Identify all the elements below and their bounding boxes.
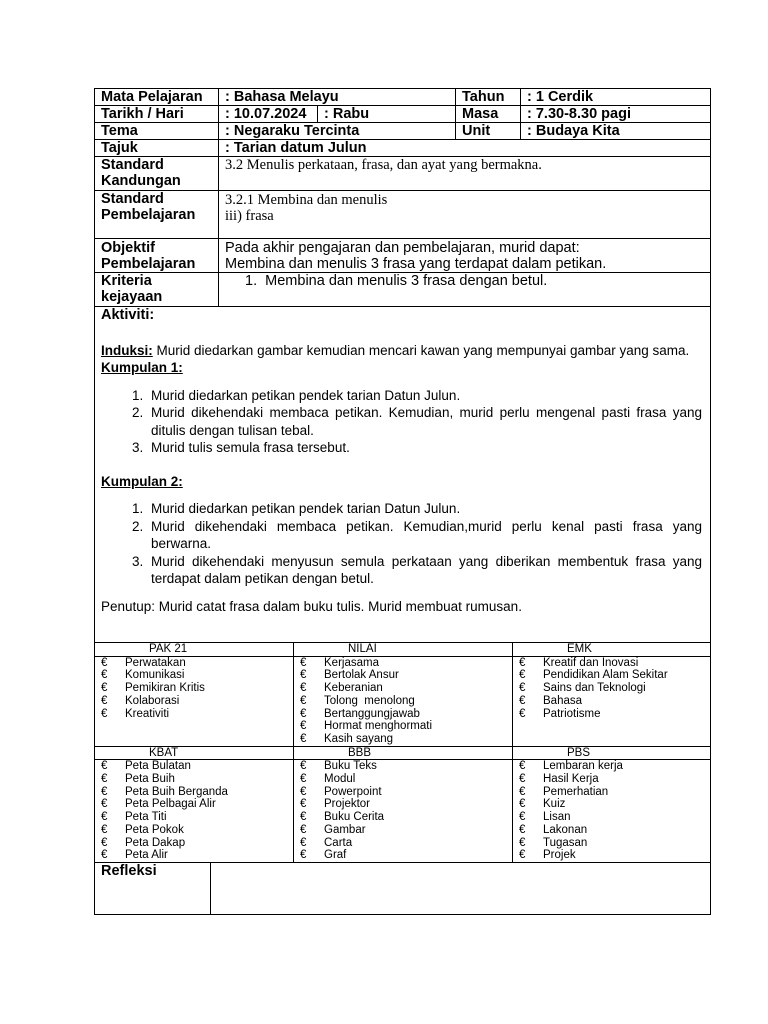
bullet-icon: € xyxy=(300,656,307,669)
list-item: € Powerpoint xyxy=(300,785,382,798)
bullet-icon: € xyxy=(300,785,307,798)
list-item: 1. Murid diedarkan petikan pendek tarian Datun Julun. xyxy=(147,500,702,518)
standard-kandungan-value: 3.2 Menulis perkataan, frasa, dan ayat yang bermakna. xyxy=(219,157,711,191)
pak21-title: PAK 21 xyxy=(95,643,294,657)
kbat-list xyxy=(95,760,294,863)
induksi-paragraph: Induksi: Murid diedarkan gambar kemudian mencari kawan yang mempunyai gambar yang sama. xyxy=(101,342,690,358)
bullet-icon: € xyxy=(300,849,307,862)
list-item: € Peta Buih xyxy=(101,773,175,786)
kumpulan-2-list xyxy=(101,500,702,588)
bullet-icon: € xyxy=(519,682,526,695)
list-item: € Pendidikan Alam Sekitar xyxy=(519,669,668,682)
bullet-icon: € xyxy=(300,811,307,824)
bbb-list xyxy=(294,760,513,863)
kumpulan-1-label: Kumpulan 1: xyxy=(101,360,183,375)
pbs-title: PBS xyxy=(513,746,711,760)
tema-label: Tema xyxy=(95,123,219,140)
mata-pelajaran-value: : Bahasa Melayu xyxy=(219,89,456,106)
bullet-icon: € xyxy=(300,798,307,811)
bullet-icon: € xyxy=(300,669,307,682)
list-item: € Peta Alir xyxy=(101,849,168,862)
tajuk-value: : Tarian datum Julun xyxy=(219,140,711,157)
list-item: € Peta Bulatan xyxy=(101,760,191,773)
list-item: 3. Murid tulis semula frasa tersebut. xyxy=(147,439,702,457)
bullet-icon: € xyxy=(519,836,526,849)
bullet-icon: € xyxy=(101,694,108,707)
standard-pembelajaran-value: 3.2.1 Membina dan menulis iii) frasa xyxy=(219,191,711,239)
list-item: € Peta Pelbagai Alir xyxy=(101,798,216,811)
bullet-icon: € xyxy=(101,836,108,849)
bullet-icon: € xyxy=(101,823,108,836)
bullet-icon: € xyxy=(101,785,108,798)
masa-label: Masa xyxy=(456,106,521,123)
list-item: 2. Murid dikehendaki membaca petikan. Kemudian, murid perlu mengenal pasti frasa yang ditulis dengan tulisan tebal. xyxy=(147,404,702,439)
list-item: € Hormat menghormati xyxy=(300,720,433,733)
list-item: € Bertanggungjawab xyxy=(300,707,420,720)
bullet-icon: € xyxy=(101,773,108,786)
kriteria-label: Kriteria kejayaan xyxy=(95,273,219,307)
list-item: € Buku Teks xyxy=(300,760,377,773)
mata-pelajaran-label: Mata Pelajaran xyxy=(95,89,219,106)
bbb-title: BBB xyxy=(294,746,513,760)
bullet-icon: € xyxy=(300,773,307,786)
refleksi-value xyxy=(211,863,711,915)
list-item: € Kerjasama xyxy=(300,656,379,669)
objektif-label: Objektif Pembelajaran xyxy=(95,239,219,273)
list-item: € Kreativiti xyxy=(101,707,170,720)
tarikh-label: Tarikh / Hari xyxy=(95,106,219,123)
bullet-icon: € xyxy=(101,798,108,811)
bullet-icon: € xyxy=(101,811,108,824)
list-item: € Kolaborasi xyxy=(101,694,180,707)
tema-value: : Negaraku Tercinta xyxy=(219,123,456,140)
standard-pembelajaran-label: Standard Pembelajaran xyxy=(95,191,219,239)
bullet-icon: € xyxy=(519,785,526,798)
lesson-info-table xyxy=(94,88,711,643)
bullet-icon: € xyxy=(101,656,108,669)
bullet-icon: € xyxy=(519,656,526,669)
elements-table xyxy=(94,642,711,863)
list-item: € Bahasa xyxy=(519,694,583,707)
list-item: € Pemerhatian xyxy=(519,785,609,798)
emk-title: EMK xyxy=(513,643,711,657)
bullet-icon: € xyxy=(101,707,108,720)
lesson-plan xyxy=(94,88,710,915)
list-item: € Tugasan xyxy=(519,836,588,849)
bullet-icon: € xyxy=(519,694,526,707)
aktiviti-title: Aktiviti: xyxy=(101,307,155,323)
bullet-icon: € xyxy=(519,849,526,862)
masa-value: : 7.30-8.30 pagi xyxy=(521,106,711,123)
unit-value: : Budaya Kita xyxy=(521,123,711,140)
bullet-icon: € xyxy=(519,811,526,824)
list-item: € Kasih sayang xyxy=(300,732,394,745)
list-item: € Graf xyxy=(300,849,347,862)
list-item: € Modul xyxy=(300,773,356,786)
list-item: € Carta xyxy=(300,836,353,849)
hari-value: : Rabu xyxy=(318,106,456,123)
standard-kandungan-label: Standard Kandungan xyxy=(95,157,219,191)
list-item: € Tolong menolong xyxy=(300,694,415,707)
list-item: € Komunikasi xyxy=(101,669,185,682)
kriteria-item: 1. Membina dan menulis 3 frasa dengan betul. xyxy=(245,273,548,289)
kbat-title: KBAT xyxy=(95,746,294,760)
list-item: € Pemikiran Kritis xyxy=(101,682,205,695)
list-item: € Sains dan Teknologi xyxy=(519,682,646,695)
list-item: € Patriotisme xyxy=(519,707,601,720)
list-item: € Lembaran kerja xyxy=(519,760,623,773)
bullet-icon: € xyxy=(300,836,307,849)
bullet-icon: € xyxy=(519,823,526,836)
bullet-icon: € xyxy=(300,694,307,707)
bullet-icon: € xyxy=(101,669,108,682)
kriteria-value xyxy=(219,273,711,307)
aktiviti-section xyxy=(95,307,711,643)
kumpulan-1-list xyxy=(101,387,702,457)
tahun-label: Tahun xyxy=(456,89,521,106)
pbs-list xyxy=(513,760,711,863)
bullet-icon: € xyxy=(101,682,108,695)
bullet-icon: € xyxy=(519,798,526,811)
list-item: € Perwatakan xyxy=(101,656,186,669)
nilai-list xyxy=(294,656,513,746)
list-item: € Gambar xyxy=(300,823,366,836)
bullet-icon: € xyxy=(519,707,526,720)
bullet-icon: € xyxy=(519,669,526,682)
list-item: € Bertolak Ansur xyxy=(300,669,399,682)
list-item: € Peta Titi xyxy=(101,811,167,824)
list-item: € Hasil Kerja xyxy=(519,773,599,786)
list-item: € Projek xyxy=(519,849,576,862)
bullet-icon: € xyxy=(300,760,307,773)
list-item: € Peta Dakap xyxy=(101,836,186,849)
kumpulan-2-label: Kumpulan 2: xyxy=(101,473,183,489)
list-item: € Lisan xyxy=(519,811,571,824)
list-item: € Peta Pokok xyxy=(101,823,184,836)
bullet-icon: € xyxy=(300,720,307,733)
list-item: € Keberanian xyxy=(300,682,383,695)
refleksi-table xyxy=(94,862,711,915)
pak21-list xyxy=(95,656,294,746)
list-item: 2. Murid dikehendaki membaca petikan. Kemudian,murid perlu kenal pasti frasa yang berwarna. xyxy=(147,518,702,553)
bullet-icon: € xyxy=(101,760,108,773)
emk-list xyxy=(513,656,711,746)
bullet-icon: € xyxy=(300,823,307,836)
objektif-value: Pada akhir pengajaran dan pembelajaran, murid dapat: Membina dan menulis 3 frasa yang terdapat dalam petikan. xyxy=(219,239,711,273)
list-item: 3. Murid dikehendaki menyusun semula perkataan yang diberikan membentuk frasa yang terdapat dalam petikan dengan betul. xyxy=(147,553,702,588)
penutup-text: Penutup: Murid catat frasa dalam buku tulis. Murid membuat rumusan. xyxy=(101,598,522,614)
tarikh-value: : 10.07.2024 xyxy=(219,106,318,123)
list-item: € Kreatif dan Inovasi xyxy=(519,656,639,669)
unit-label: Unit xyxy=(456,123,521,140)
nilai-title: NILAI xyxy=(294,643,513,657)
bullet-icon: € xyxy=(300,682,307,695)
bullet-icon: € xyxy=(101,849,108,862)
list-item: € Buku Cerita xyxy=(300,811,385,824)
tahun-value: : 1 Cerdik xyxy=(521,89,711,106)
bullet-icon: € xyxy=(519,760,526,773)
bullet-icon: € xyxy=(519,773,526,786)
bullet-icon: € xyxy=(300,707,307,720)
refleksi-label: Refleksi xyxy=(95,863,211,915)
bullet-icon: € xyxy=(300,732,307,745)
tajuk-label: Tajuk xyxy=(95,140,219,157)
list-item: € Kuiz xyxy=(519,798,566,811)
list-item: 1. Murid diedarkan petikan pendek tarian Datun Julun. xyxy=(147,387,702,405)
list-item: € Projektor xyxy=(300,798,371,811)
list-item: € Peta Buih Berganda xyxy=(101,785,228,798)
list-item: € Lakonan xyxy=(519,823,588,836)
